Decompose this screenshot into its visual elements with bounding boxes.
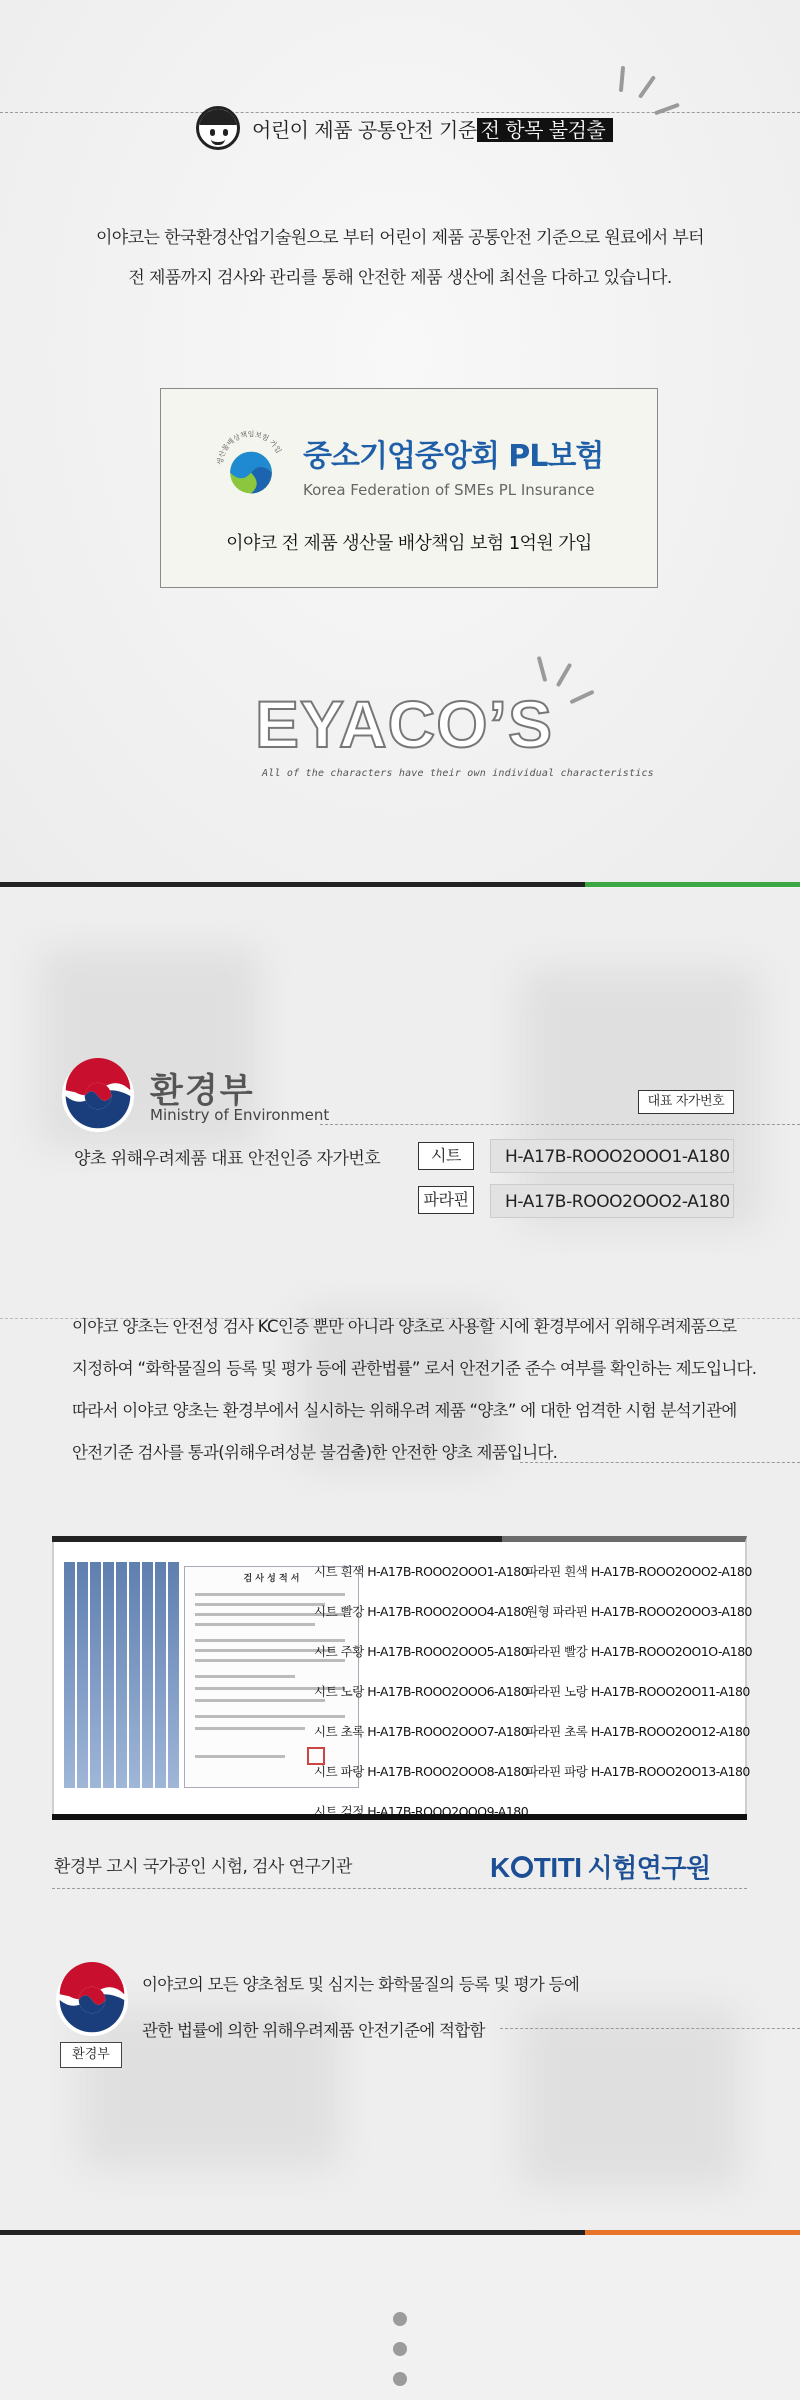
list-item: 시트 주황 H-A17B-ROOO2OOO5-A180 [314,1644,529,1659]
intro-line: 이야코는 한국환경산업기술원으로 부터 어린이 제품 공통안전 기준으로 원료에서 부터 [95,228,705,248]
dot-icon [393,2342,407,2356]
heading-highlight: 전 항목 불검출 [477,118,614,142]
paraffin-codes-list [526,1552,752,1792]
section-divider-accent [585,882,800,887]
ministry-name: 환경부 [150,1071,255,1111]
note-line: 이야코의 모든 양초첨토 및 심지는 화학물질의 등록 및 평가 등에 [142,1975,580,1994]
dot-icon [393,2372,407,2386]
list-item: 파라핀 파랑 H-A17B-ROOO2OO13-A180 [526,1764,750,1779]
panel-top-bar [52,1536,502,1542]
pl-insurance-logo-icon [213,427,289,503]
ministry-name-en: Ministry of Environment [150,1106,330,1124]
list-item: 파라핀 흰색 H-A17B-ROOO2OOO2-A180 [526,1564,752,1579]
list-item: 시트 흰색 H-A17B-ROOO2OOO1-A180 [314,1564,529,1579]
intro-line: 전 제품까지 검사와 관리를 통해 안전한 제품 생산에 최선을 다하고 있습니다. [128,268,672,288]
list-item: 시트 검정 H-A17B-ROOO2OOO9-A180 [314,1804,529,1819]
pl-insurance-card [160,388,658,588]
ministry-logo-icon [54,1962,130,2038]
intro-text [60,218,740,298]
sheet-label: 시트 [418,1142,474,1170]
section-divider-accent [585,2230,800,2235]
dashed-rule [520,1462,800,1463]
dashed-rule [320,1124,800,1125]
paragraph-line: 이야코 양초는 안전성 검사 KC인증 뿐만 아니라 양초로 사용할 시에 환경부에서 위해우려제품으로 [72,1317,737,1336]
paragraph-line: 따라서 이야코 양초는 환경부에서 실시하는 위해우려 제품 “양초” 에 대한 엄격한 시험 분석기관에 [72,1401,737,1420]
kid-face-icon [196,106,240,150]
heading-text: 어린이 제품 공통안전 기준 [252,118,477,142]
list-item: 시트 빨강 H-A17B-ROOO2OOO4-A180 [314,1604,529,1619]
koti-institute: 시험연구원 [587,1854,711,1884]
insurance-section [0,0,800,882]
section-divider [0,882,585,887]
dashed-rule [500,2028,800,2029]
pl-caption: 이야코 전 제품 생산물 배상책임 보험 1억원 가입 [226,533,592,554]
list-item: 시트 초록 H-A17B-ROOO2OOO7-A180 [314,1724,529,1739]
note-line: 관한 법률에 의한 위해우려제품 안전기준에 적합함 [142,2021,485,2040]
ministry-tag: 환경부 [60,2042,122,2068]
compliance-note [142,1962,579,2054]
doc-title: 검 사 성 적 서 [243,1574,300,1584]
paraffin-code: H-A17B-ROOO2OOO2-A180 [490,1184,734,1218]
pl-org-name: 중소기업중앙회 PL보험 [303,439,604,474]
section-heading [252,112,613,148]
test-report-documents [64,1562,304,1794]
safety-paragraph [72,1306,772,1474]
dot-icon [393,2312,407,2326]
sheet-code: H-A17B-ROOO2OOO1-A180 [490,1139,734,1173]
section-divider [0,2230,585,2235]
pl-arc-text: 생산물배상책임보험 가입 [215,429,284,466]
brand-tagline: All of the characters have their own individual characteristics [262,768,654,779]
footer-section [0,2236,800,2400]
koti-rest: TITI [533,1852,582,1883]
list-item: 파라핀 빨강 H-A17B-ROOO2OO1O-A180 [526,1644,753,1659]
pl-org-name-en: Korea Federation of SMEs PL Insurance [303,481,595,499]
koti-logo [490,1848,711,1885]
list-item: 시트 노랑 H-A17B-ROOO2OOO6-A180 [314,1684,529,1699]
sheet-codes-list [314,1552,528,1832]
paraffin-label: 파라핀 [418,1186,474,1214]
list-item: 파라핀 노랑 H-A17B-ROOO2OO11-A180 [526,1684,750,1699]
ministry-logo-icon [60,1058,136,1134]
paragraph-line: 지정하여 “화학물질의 등록 및 평가 등에 관한법률” 로서 안전기준 준수 여부를 확인하는 제도입니다. [72,1359,757,1378]
paragraph-line: 안전기준 검사를 통과(위해우려성분 불검출)한 안전한 양초 제품입니다. [72,1443,558,1462]
brand-logo: EYACO’S [255,687,554,761]
list-item: 원형 파라핀 H-A17B-ROOO2OOO3-A180 [526,1604,752,1619]
dashed-rule [52,1888,747,1889]
rep-number-tag: 대표 자가번호 [638,1090,734,1114]
list-item: 파라핀 초록 H-A17B-ROOO2OO12-A180 [526,1724,750,1739]
list-item: 시트 파랑 H-A17B-ROOO2OOO8-A180 [314,1764,529,1779]
koti-k: K [490,1852,510,1883]
testing-notice: 환경부 고시 국가공인 시험, 검사 연구기관 [54,1857,352,1877]
cert-label: 양초 위해우려제품 대표 안전인증 자가번호 [74,1149,381,1169]
